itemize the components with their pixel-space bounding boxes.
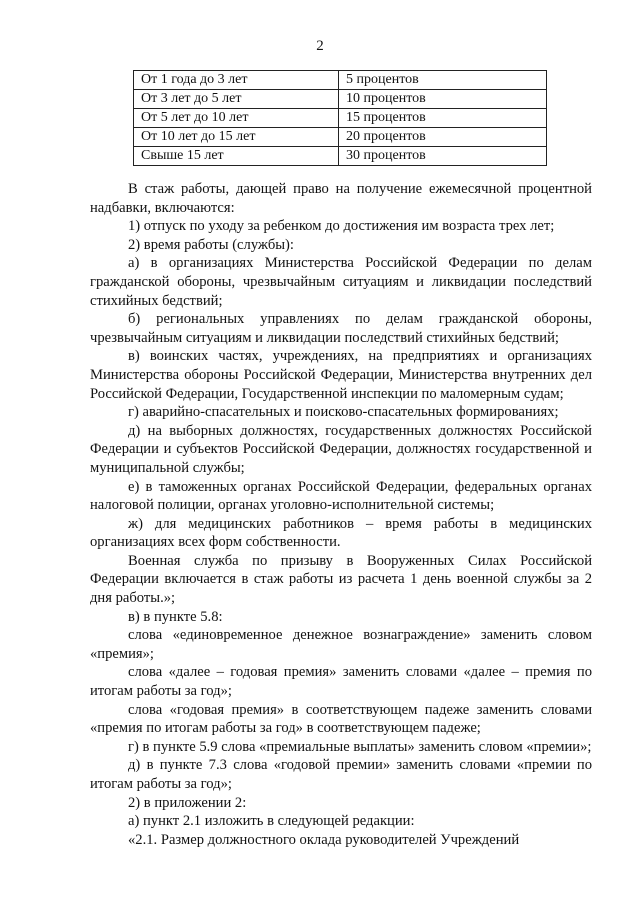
paragraph: 1) отпуск по уходу за ребенком до достижения им возраста трех лет; <box>128 218 555 235</box>
paragraph: г) аварийно-спасательных и поисково-спасательных формированиях; <box>128 404 559 421</box>
table-cell-percent: 10 процентов <box>339 90 547 109</box>
page-number: 2 <box>316 38 324 54</box>
paragraph: а) пункт 2.1 изложить в следующей редакции: <box>128 813 415 830</box>
table-cell-percent: 20 процентов <box>339 128 547 147</box>
paragraph: слова «единовременное денежное вознаграждение» заменить словом «премия»; <box>90 627 592 662</box>
table-row <box>134 71 547 90</box>
table-cell-period: От 3 лет до 5 лет <box>134 90 339 109</box>
paragraph: а) в организациях Министерства Российской Федерации по делам гражданской обороны, чрезвычайным ситуациям и ликвидации последствий стихийных бедствий; <box>90 255 592 309</box>
paragraph: в) в пункте 5.8: <box>128 608 223 625</box>
paragraph: В стаж работы, дающей право на получение ежемесячной процентной надбавки, включаются: <box>90 181 592 216</box>
paragraph: слова «далее – годовая премия» заменить словами «далее – премия по итогам работы за год»; <box>90 664 592 700</box>
paragraph: «2.1. Размер должностного оклада руководителей Учреждений <box>128 831 520 848</box>
table-cell-period: От 5 лет до 10 лет <box>134 109 339 128</box>
table-cell-percent: 15 процентов <box>339 109 547 128</box>
table-row <box>134 90 547 109</box>
table-row <box>134 109 547 128</box>
document-body <box>90 180 592 849</box>
paragraph: е) в таможенных органах Российской Федерации, федеральных органах налоговой полиции, органах уголовно-исполнительной системы; <box>90 478 592 514</box>
paragraph: д) на выборных должностях, государственных должностях Российской Федерации и субъектов Российской Федерации, должностях государственной и муниципальной службы; <box>90 422 592 476</box>
table-cell-percent: 30 процентов <box>339 147 547 166</box>
table-cell-percent: 5 процентов <box>339 71 547 90</box>
paragraph: б) региональных управлениях по делам гражданской обороны, чрезвычайным ситуациям и ликвидации последствий стихийных бедствий; <box>90 311 592 346</box>
table-cell-period: От 1 года до 3 лет <box>134 71 339 90</box>
paragraph: д) в пункте 7.3 слова «годовой премии» заменить словами «премии по итогам работы за год»; <box>90 757 592 792</box>
table-cell-period: Свыше 15 лет <box>134 147 339 166</box>
paragraph: ж) для медицинских работников – время работы в медицинских организациях всех форм собственности. <box>90 515 592 551</box>
table-row <box>134 147 547 166</box>
paragraph: слова «годовая премия» в соответствующем падеже заменить словами «премия по итогам работы за год» в соответствующем падеже; <box>90 701 592 737</box>
table-row <box>134 128 547 147</box>
paragraph: в) воинских частях, учреждениях, на предприятиях и организациях Министерства обороны Российской Федерации, Министерства внутренних дел Российской Федерации, Государственной инспекции по маломерным судам; <box>90 348 592 402</box>
paragraph: Военная служба по призыву в Вооруженных Силах Российской Федерации включается в стаж работы из расчета 1 день военной службы за 2 дня работы.»; <box>90 552 592 607</box>
table-cell-period: От 10 лет до 15 лет <box>134 128 339 147</box>
paragraph: 2) в приложении 2: <box>128 794 247 811</box>
paragraph: 2) время работы (службы): <box>128 236 294 253</box>
paragraph: г) в пункте 5.9 слова «премиальные выплаты» заменить словом «премии»; <box>128 738 592 755</box>
seniority-percent-table <box>133 70 547 166</box>
